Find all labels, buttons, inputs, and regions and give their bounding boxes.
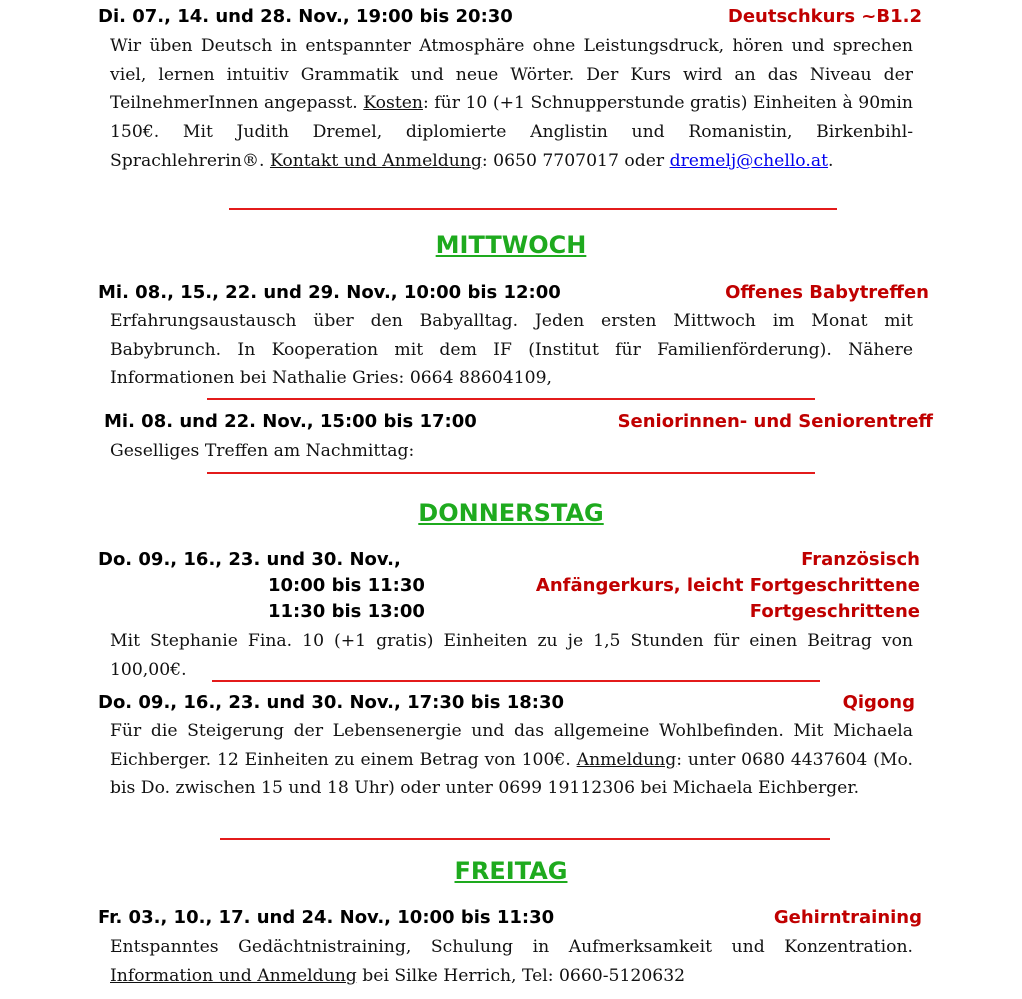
event-date: Mi. 08., 15., 22. und 29. Nov., 10:00 bis 12:00 [98, 282, 561, 303]
description-text: : unter 0680 4437604 (Mo. bis Do. zwischen 15 und 18 Uhr) oder unter 0699 19112306 bei Michaela Eichberger. [110, 749, 913, 799]
day-heading-donnerstag: DONNERSTAG [418, 499, 604, 527]
event-description-deutschkurs [110, 32, 913, 176]
description-text: bei Silke Herrich, Tel: 0660-5120632 [356, 965, 686, 986]
slot-time: 11:30 bis 13:00 [268, 601, 425, 622]
event-description-qigong [110, 717, 913, 803]
description-text: Wir üben Deutsch in entspannter Atmosphäre ohne Leistungsdruck, hören und sprechen viel, lernen intuitiv Grammatik und neue Wörter. Der Kurs wird an das Niveau der TeilnehmerInnen angepasst. [110, 36, 913, 114]
event-title: Offenes Babytreffen [725, 282, 929, 303]
event-header-deutschkurs [0, 5, 1022, 33]
event-description-franzoesisch: Mit Stephanie Fina. 10 (+1 gratis) Einheiten zu je 1,5 Stunden für einen Beitrag von 100,00€. [110, 631, 913, 680]
info-label: Information und Anmeldung [110, 965, 357, 986]
event-header-seniorentreff [0, 410, 1022, 438]
event-title: Gehirntraining [773, 907, 922, 928]
description-text: : für 10 (+1 Schnupperstunde gratis) Einheiten à 90min 150€. Mit Judith Dremel, diplomierte Anglistin und Romanistin, Birkenbihl-Sprachlehrerin®. [110, 93, 913, 171]
event-title: Seniorinnen- und Seniorentreff [617, 411, 933, 432]
event-date: Do. 09., 16., 23. und 30. Nov., 17:30 bis 18:30 [98, 692, 565, 713]
event-description-babytreffen: Erfahrungsaustausch über den Babyalltag. Jeden ersten Mittwoch im Monat mit Babybrunch. In Kooperation mit dem IF (Institut für Familienförderung). Nähere Informationen bei Nathalie Gries: 0664 88604109, [110, 311, 913, 389]
signup-label: Anmeldung [576, 749, 677, 770]
event-header-gehirntraining [0, 906, 1022, 934]
day-heading-mittwoch: MITTWOCH [435, 231, 587, 259]
separator-line [229, 208, 837, 210]
slot-level: Fortgeschrittene [749, 601, 920, 622]
event-header-qigong [0, 691, 1022, 719]
slot-level: Anfängerkurs, leicht Fortgeschrittene [535, 575, 920, 596]
separator-line [207, 398, 815, 400]
event-header-franzoesisch [0, 548, 1022, 576]
event-description-gehirntraining [110, 933, 913, 990]
description-text: Entspanntes Gedächtnistraining, Schulung in Aufmerksamkeit und Konzentration. [110, 937, 913, 957]
event-header-babytreffen [0, 281, 1022, 309]
separator-line [212, 680, 820, 682]
slot-time: 10:00 bis 11:30 [268, 575, 425, 596]
event-date: Mi. 08. und 22. Nov., 15:00 bis 17:00 [104, 411, 477, 432]
event-date: Di. 07., 14. und 28. Nov., 19:00 bis 20:30 [98, 6, 513, 27]
email-link[interactable]: dremelj@chello.at [669, 150, 828, 171]
separator-line [207, 472, 815, 474]
event-title: Deutschkurs ~B1.2 [727, 6, 922, 27]
description-text: Für die Steigerung der Lebensenergie und das allgemeine Wohlbefinden. Mit Michaela Eichberger. 12 Einheiten zu einem Betrag von 100€. [110, 721, 913, 770]
contact-label: Kontakt und Anmeldung [269, 150, 482, 171]
separator-line [220, 838, 830, 840]
event-title: Französisch [801, 549, 920, 570]
event-description-seniorentreff: Geselliges Treffen am Nachmittag: [110, 441, 415, 461]
event-title: Qigong [842, 692, 915, 713]
event-date: Do. 09., 16., 23. und 30. Nov., [98, 549, 401, 570]
costs-label: Kosten [363, 93, 423, 114]
event-date: Fr. 03., 10., 17. und 24. Nov., 10:00 bis 11:30 [98, 907, 555, 928]
description-text: . [827, 150, 834, 171]
description-text: : 0650 7707017 oder [481, 150, 670, 171]
day-heading-freitag: FREITAG [454, 857, 568, 885]
